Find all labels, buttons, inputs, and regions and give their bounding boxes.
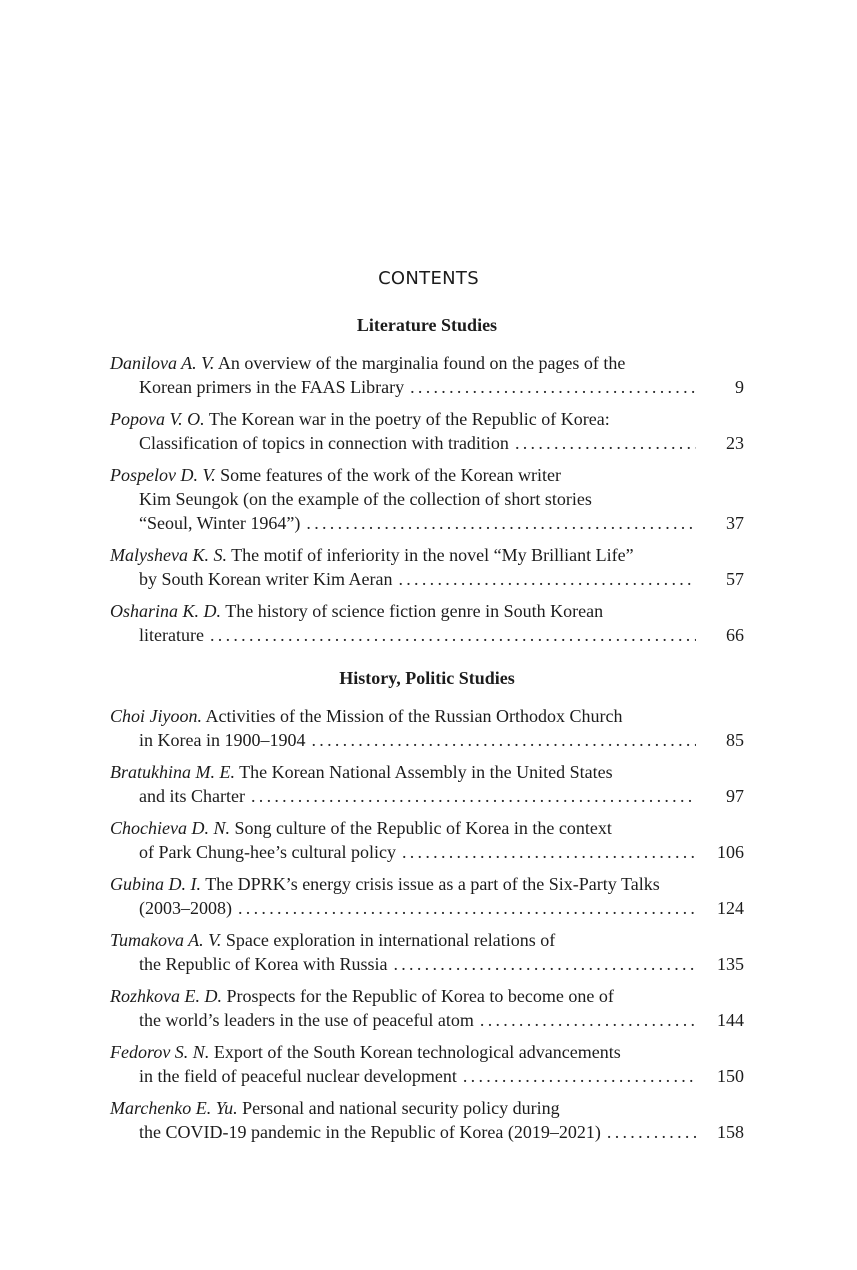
toc-entry-first-line [110,543,744,567]
toc-entry-title-start: Prospects for the Republic of Korea to become one of [226,986,614,1006]
toc-entry-title-start: An overview of the marginalia found on the pages of the [217,353,626,373]
toc-entry-first-line [110,1096,744,1120]
toc-entry-last-line [110,623,744,647]
toc-entry-last-line [110,431,744,455]
toc-entry-page-number: 97 [726,786,744,806]
toc-entry-title-end: in the field of peaceful nuclear development [139,1066,457,1086]
toc-entry-first-line [110,872,744,896]
toc-entry-first-line [110,599,744,623]
section-heading: Literature Studies [356,315,498,335]
toc-entry[interactable] [110,928,744,976]
toc-entry-title-start: Song culture of the Republic of Korea in the context [234,818,612,838]
toc-entry-title-start: The history of science fiction genre in South Korean [225,601,604,621]
dot-leader [515,431,696,455]
toc-entry[interactable] [110,543,744,591]
toc-entry-author: Bratukhina M. E. [110,762,235,782]
toc-entry-page-number: 135 [717,954,744,974]
toc-entry-first-line [110,407,744,431]
toc-entry-author: Malysheva K. S. [110,545,227,565]
toc-entry-author: Pospelov D. V. [110,465,216,485]
toc-entry-page-number: 85 [726,730,744,750]
toc-entry-title-end: the world’s leaders in the use of peaceful atom [139,1010,474,1030]
toc-entry-first-line [110,760,744,784]
toc-entry[interactable] [110,407,744,455]
toc-entry-title-end: of Park Chung-hee’s cultural policy [139,842,396,862]
dot-leader [410,375,696,399]
dot-leader [210,623,696,647]
dot-leader [311,728,696,752]
toc-entry-author: Osharina K. D. [110,601,222,621]
toc-entry-title-end: in Korea in 1900–1904 [139,730,306,750]
toc-entry[interactable] [110,1040,744,1088]
toc-entry-last-line [110,1120,744,1144]
toc-entry-page-number: 158 [717,1122,744,1142]
toc-entry-author: Danilova A. V. [110,353,215,373]
section-heading: History, Politic Studies [339,668,515,688]
toc-entry-last-line [110,952,744,976]
dot-leader [480,1008,696,1032]
toc-entry-title-start: The DPRK’s energy crisis issue as a part of the Six-Party Talks [205,874,660,894]
toc-entry-title-continuation: Kim Seungok (on the example of the collection of short stories [139,489,592,509]
toc-entry-page-number: 66 [726,625,744,645]
toc-entry[interactable] [110,463,744,535]
toc-entry-last-line [110,1008,744,1032]
section-history-politic-studies [110,667,744,1152]
toc-entry-page-number: 9 [735,377,744,397]
toc-entry-title-end: the COVID-19 pandemic in the Republic of Korea (2019–2021) [139,1122,601,1142]
toc-entry-last-line [110,375,744,399]
toc-entry[interactable] [110,599,744,647]
toc-entry-last-line [110,511,744,535]
contents-title: CONTENTS [378,268,479,289]
toc-entry-last-line [110,1064,744,1088]
toc-entry-page-number: 23 [726,433,744,453]
toc-entry-title-start: Export of the South Korean technological advancements [213,1042,621,1062]
toc-entry-title-end: by South Korean writer Kim Aeran [139,569,393,589]
toc-entry-title-start: Personal and national security policy during [242,1098,560,1118]
toc-entry-author: Fedorov S. N. [110,1042,210,1062]
toc-entry-title-end: literature [139,625,204,645]
section-literature-studies [110,314,744,655]
toc-entry-first-line [110,1040,744,1064]
toc-entry-author: Popova V. O. [110,409,205,429]
toc-entry-page-number: 57 [726,569,744,589]
toc-entry-title-start: The Korean National Assembly in the United States [239,762,613,782]
dot-leader [238,896,696,920]
toc-entry-page-number: 150 [717,1066,744,1086]
toc-entry-page-number: 144 [717,1010,744,1030]
toc-entry-page-number: 37 [726,513,744,533]
toc-entry-first-line [110,463,744,487]
toc-entry-title-start: Space exploration in international relations of [225,930,556,950]
toc-entry[interactable] [110,1096,744,1144]
toc-entry-author: Tumakova A. V. [110,930,222,950]
toc-entry-last-line [110,896,744,920]
toc-entry-last-line [110,728,744,752]
toc-entry-title-start: Some features of the work of the Korean writer [220,465,562,485]
dot-leader [398,567,696,591]
toc-entry[interactable] [110,760,744,808]
toc-entry-title-end: (2003–2008) [139,898,232,918]
toc-entry-title-start: The motif of inferiority in the novel “My Brilliant Life” [231,545,634,565]
toc-entry-author: Chochieva D. N. [110,818,230,838]
toc-entry-author: Marchenko E. Yu. [110,1098,238,1118]
toc-entry[interactable] [110,704,744,752]
dot-leader [306,511,696,535]
toc-entry[interactable] [110,351,744,399]
toc-entry[interactable] [110,984,744,1032]
toc-entry-author: Gubina D. I. [110,874,201,894]
dot-leader [402,840,696,864]
toc-entry-page-number: 106 [717,842,744,862]
toc-entry-first-line [110,704,744,728]
toc-entry-title-end: Classification of topics in connection with tradition [139,433,509,453]
toc-entry-last-line [110,840,744,864]
toc-entry[interactable] [110,872,744,920]
toc-entry-last-line [110,784,744,808]
toc-entry-first-line [110,351,744,375]
toc-entry-last-line [110,567,744,591]
toc-entry-first-line [110,928,744,952]
dot-leader [463,1064,696,1088]
toc-entry-title-end: the Republic of Korea with Russia [139,954,388,974]
dot-leader [607,1120,696,1144]
toc-entry[interactable] [110,816,744,864]
dot-leader [251,784,696,808]
dot-leader [393,952,696,976]
toc-entry-first-line [110,816,744,840]
toc-entry-title-start: The Korean war in the poetry of the Republic of Korea: [208,409,610,429]
toc-entry-page-number: 124 [717,898,744,918]
toc-entry-title-end: and its Charter [139,786,245,806]
toc-entry-title-end: “Seoul, Winter 1964”) [139,513,301,533]
toc-entry-title-start: Activities of the Mission of the Russian Orthodox Church [205,706,623,726]
toc-entry-title-end: Korean primers in the FAAS Library [139,377,405,397]
toc-entry-author: Rozhkova E. D. [110,986,222,1006]
toc-entry-author: Choi Jiyoon. [110,706,202,726]
toc-entry-first-line [110,984,744,1008]
